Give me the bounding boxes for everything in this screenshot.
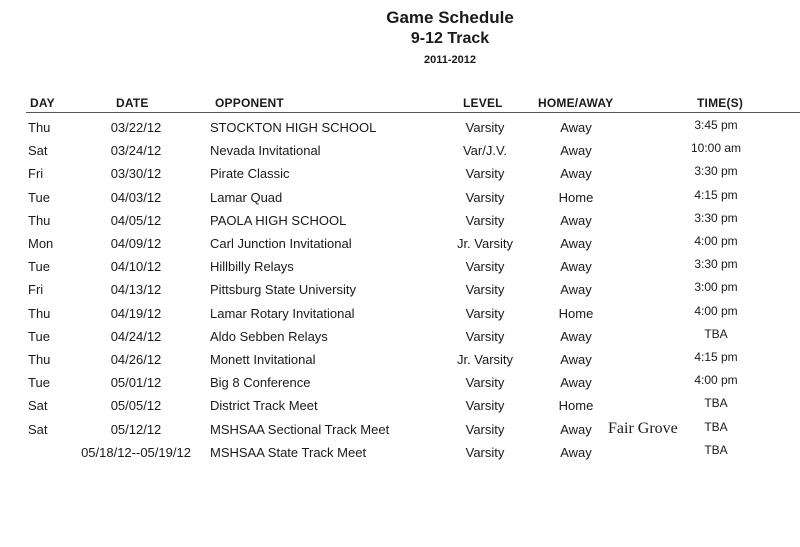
cell-time: 4:15 pm xyxy=(694,350,738,364)
cell-day: Mon xyxy=(28,236,54,251)
cell-time: TBA xyxy=(704,442,728,457)
cell-time: 4:15 pm xyxy=(694,187,738,202)
cell-day: Sat xyxy=(28,143,48,159)
cell-level: Varsity xyxy=(465,212,505,228)
cell-day: Thu xyxy=(28,352,51,367)
cell-home-away: Away xyxy=(560,421,592,437)
cell-home-away: Home xyxy=(558,398,594,414)
cell-level: Var/J.V. xyxy=(462,143,508,159)
cell-time: 3:30 pm xyxy=(694,257,738,272)
table-row xyxy=(0,120,800,143)
cell-time: 3:45 pm xyxy=(694,118,738,132)
cell-date: 04/19/12 xyxy=(110,305,162,321)
cell-time: TBA xyxy=(704,326,728,341)
column-header-date: DATE xyxy=(116,96,149,110)
cell-day: Thu xyxy=(28,120,51,135)
cell-level: Varsity xyxy=(465,375,505,391)
cell-day: Fri xyxy=(28,282,44,298)
season-label: 2011-2012 xyxy=(424,54,476,66)
cell-opponent: Lamar Rotary Invitational xyxy=(210,305,355,321)
cell-opponent: Pirate Classic xyxy=(210,166,290,182)
cell-date: 03/22/12 xyxy=(110,120,162,135)
cell-date: 05/05/12 xyxy=(110,398,162,414)
handwritten-note: Fair Grove xyxy=(608,420,678,437)
cell-date: 03/24/12 xyxy=(110,143,162,159)
column-header-level: LEVEL xyxy=(463,96,503,110)
column-header-opponent: OPPONENT xyxy=(215,96,284,110)
cell-opponent: Lamar Quad xyxy=(210,189,283,205)
table-row xyxy=(0,210,800,236)
cell-level: Varsity xyxy=(465,120,505,135)
cell-level: Varsity xyxy=(465,166,505,182)
cell-time: 4:00 pm xyxy=(694,373,738,388)
cell-home-away: Away xyxy=(560,282,592,298)
cell-opponent: MSHSAA Sectional Track Meet xyxy=(210,421,390,437)
cell-day: Thu xyxy=(28,212,51,228)
cell-level: Varsity xyxy=(465,259,505,275)
cell-day: Thu xyxy=(28,305,51,321)
table-row xyxy=(0,442,800,468)
cell-time: 3:30 pm xyxy=(694,164,738,179)
cell-level: Varsity xyxy=(465,305,505,321)
cell-home-away: Away xyxy=(560,236,592,251)
table-row xyxy=(0,236,800,259)
cell-opponent: Monett Invitational xyxy=(210,352,316,367)
cell-date: 05/18/12--05/19/12 xyxy=(81,444,191,460)
cell-date: 03/30/12 xyxy=(110,166,162,182)
cell-home-away: Away xyxy=(560,143,592,159)
cell-home-away: Away xyxy=(560,375,592,391)
cell-level: Varsity xyxy=(465,328,505,344)
cell-home-away: Away xyxy=(560,444,592,460)
cell-time: 10:00 am xyxy=(690,141,742,156)
cell-home-away: Away xyxy=(560,166,592,182)
cell-home-away: Away xyxy=(560,212,592,228)
cell-date: 04/09/12 xyxy=(110,236,162,251)
cell-opponent: Nevada Invitational xyxy=(210,143,321,159)
cell-level: Varsity xyxy=(465,282,505,298)
cell-day: Tue xyxy=(28,259,50,275)
cell-home-away: Home xyxy=(558,305,594,321)
cell-level: Varsity xyxy=(465,421,505,437)
cell-time: TBA xyxy=(704,419,728,434)
cell-day: Tue xyxy=(28,189,50,205)
page-subtitle: 9-12 Track xyxy=(410,30,490,47)
table-row xyxy=(0,259,800,282)
cell-opponent: Aldo Sebben Relays xyxy=(210,328,328,344)
table-row xyxy=(0,419,800,445)
cell-home-away: Away xyxy=(560,259,592,275)
table-row xyxy=(0,375,800,398)
column-header-home-away: HOME/AWAY xyxy=(538,96,614,110)
column-header-day: DAY xyxy=(30,96,55,110)
table-row xyxy=(0,143,800,166)
cell-day: Sat xyxy=(28,398,48,414)
cell-level: Varsity xyxy=(465,189,505,205)
cell-level: Varsity xyxy=(465,444,505,460)
cell-date: 05/01/12 xyxy=(110,375,162,391)
cell-time: 4:00 pm xyxy=(694,234,738,248)
table-row xyxy=(0,282,800,305)
cell-day: Fri xyxy=(28,166,44,182)
cell-date: 05/12/12 xyxy=(110,421,162,437)
cell-time: TBA xyxy=(704,396,728,411)
cell-opponent: MSHSAA State Track Meet xyxy=(210,444,367,460)
cell-level: Jr. Varsity xyxy=(456,352,514,367)
cell-time: 3:30 pm xyxy=(694,210,738,225)
cell-opponent: PAOLA HIGH SCHOOL xyxy=(210,212,347,228)
table-row xyxy=(0,352,800,375)
cell-opponent: STOCKTON HIGH SCHOOL xyxy=(210,120,377,135)
cell-date: 04/03/12 xyxy=(110,189,162,205)
cell-date: 04/05/12 xyxy=(110,212,162,228)
cell-date: 04/26/12 xyxy=(110,352,162,367)
cell-day: Sat xyxy=(28,421,48,437)
cell-date: 04/10/12 xyxy=(110,259,162,275)
cell-level: Varsity xyxy=(465,398,505,414)
page-title: Game Schedule xyxy=(386,8,514,27)
cell-time: 4:00 pm xyxy=(694,303,738,318)
cell-day: Tue xyxy=(28,375,50,391)
cell-date: 04/24/12 xyxy=(110,328,162,344)
table-row xyxy=(0,303,800,329)
cell-opponent: Hillbilly Relays xyxy=(210,259,294,275)
cell-home-away: Away xyxy=(560,120,592,135)
cell-home-away: Home xyxy=(558,189,594,205)
cell-home-away: Away xyxy=(560,328,592,344)
cell-opponent: Big 8 Conference xyxy=(210,375,311,391)
cell-opponent: Carl Junction Invitational xyxy=(210,236,352,251)
table-row xyxy=(0,326,800,352)
cell-home-away: Away xyxy=(560,352,592,367)
table-row xyxy=(0,187,800,213)
cell-time: 3:00 pm xyxy=(694,280,738,295)
header-divider xyxy=(26,112,800,113)
cell-level: Jr. Varsity xyxy=(456,236,514,251)
column-header-time: TIME(S) xyxy=(697,96,744,110)
table-row xyxy=(0,398,800,421)
cell-opponent: District Track Meet xyxy=(210,398,318,414)
cell-date: 04/13/12 xyxy=(110,282,162,298)
table-row xyxy=(0,166,800,189)
cell-opponent: Pittsburg State University xyxy=(210,282,356,298)
cell-day: Tue xyxy=(28,328,50,344)
